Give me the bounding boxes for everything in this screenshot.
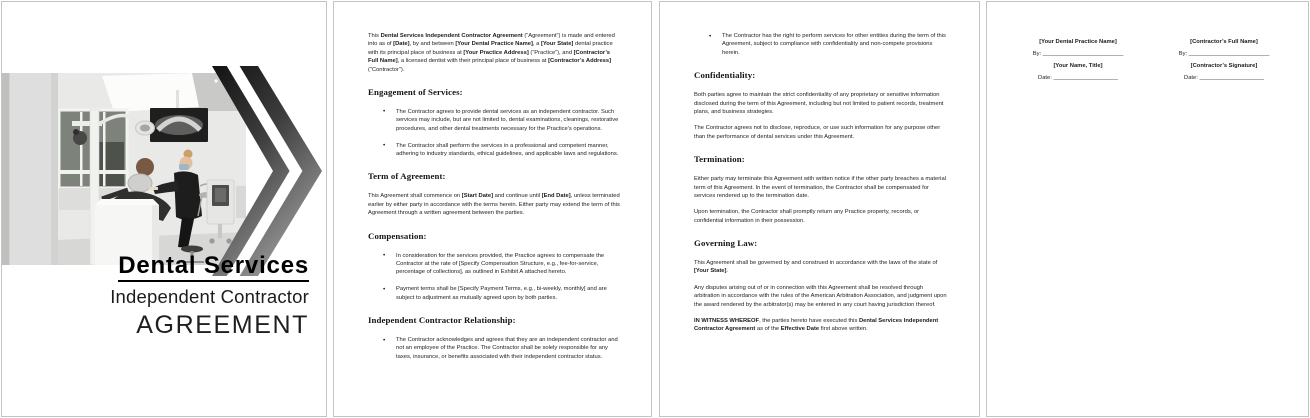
dental-office-photo — [2, 73, 246, 265]
bullet-item: • The Contractor shall perform the services in a professional and competent manner, adhering to industry standards, ethical guidelines, and applicable laws and regulations. — [368, 142, 620, 159]
bullet-item: • The Contractor agrees to provide dental services as an independent contractor. Such services may include, but are not limited to, dental examinations, cleanings, restorative procedures, and other dental treatments necessary for the Practice’s operations. — [368, 108, 620, 133]
practice-name: [Your Dental Practice Name] — [1039, 39, 1117, 45]
contractor-name: [Contractor’s Full Name] — [1190, 39, 1258, 45]
cover-graphic — [2, 2, 326, 416]
page-3-content — [660, 2, 979, 416]
paragraph: This Dental Services Independent Contractor Agreement (“Agreement”) is made and entered into as of [Date], by and between [Your Dental Practice Name], a [Your State] dental practice with its principal place of business at [Your Practice Address] (“Practice”), and [Contractor’s Full Name], a licensed dentist with their principal place of business at [Contractor’s Address] (“Contractor”). — [368, 33, 615, 73]
section-heading: Confidentiality: — [694, 70, 756, 81]
cover-agreement-word: AGREEMENT — [136, 311, 309, 340]
paragraph: Upon termination, the Contractor shall promptly return any Practice property, records, or confidential information in their possession. — [694, 209, 920, 224]
section-heading: Governing Law: — [694, 238, 758, 249]
contractor-by-line: By: _________________________ — [1178, 51, 1270, 57]
bullet-item: • Payment terms shall be [Specify Payment Terms, e.g., bi-weekly, monthly] and are subject to adjustment as mutually agreed upon by both parties. — [368, 285, 620, 302]
cover-page — [1, 1, 327, 417]
paragraph: Any disputes arising out of or in connection with this Agreement shall be resolved through arbitration in accordance with the rules of the American Arbitration Association, and judgment upon the award rendered by the arbitrator(s) may be entered in any court having jurisdiction thereof. — [694, 284, 947, 308]
cover-subtitle: Independent Contractor — [110, 286, 309, 308]
bullet-item: • In consideration for the services provided, the Practice agrees to compensate the Contractor at the rate of [Specify Compensation Structure, e.g., fee-for-service, percentage of collections], as outlined in Exhibit A attached hereto. — [368, 252, 620, 277]
paragraph: Both parties agree to maintain the strict confidentiality of any proprietary or sensitive information disclosed during the term of this Agreement, including but not limited to patient records, treatment plans, and business strategies. — [694, 92, 944, 115]
contractor-signature-label: [Contractor’s Signature] — [1190, 63, 1258, 69]
section-heading: Term of Agreement: — [368, 171, 446, 182]
document-page-3 — [659, 1, 980, 417]
cover-title-block — [110, 253, 309, 340]
paragraph: The Contractor agrees not to disclose, reproduce, or use such information for any purpose other than the performance of dental services under this Agreement. — [694, 125, 941, 140]
section-heading: Termination: — [694, 154, 745, 165]
paragraph: This Agreement shall commence on [Start Date] and continue until [End Date], unless terminated earlier by either party in accordance with the terms herein. Either party may extend the term of this Agreement through a written agreement between the parties. — [368, 193, 620, 217]
bullet-item: • The Contractor has the right to perform services for other entities during the term of this Agreement, subject to compliance with confidentiality and non-compete provisions herein. — [694, 32, 948, 57]
practice-name-title: [Your Name, Title] — [1053, 63, 1103, 69]
signature-page — [986, 1, 1309, 417]
section-heading: Compensation: — [368, 230, 427, 241]
practice-by-line: By: _________________________ — [1032, 51, 1124, 57]
bullet-item: • The Contractor acknowledges and agrees that they are an independent contractor and not an employee of the Practice. The Contractor shall be solely responsible for any taxes, insurance, or benefits associated with their independent contractor status. — [368, 336, 620, 361]
paragraph: IN WITNESS WHEREOF, the parties hereto have executed this Dental Services Independent Contractor Agreement as of the Effective Date first above written. — [694, 318, 939, 333]
contractor-date-line: Date: ____________________ — [1184, 75, 1264, 81]
document-page-2 — [333, 1, 652, 417]
practice-signature-block — [1013, 39, 1143, 87]
page-2-content — [334, 2, 651, 416]
section-heading: Independent Contractor Relationship: — [368, 315, 516, 326]
paragraph: This Agreement shall be governed by and construed in accordance with the laws of the state of [Your State]. — [694, 260, 938, 275]
paragraph: Either party may terminate this Agreement with written notice if the other party breaches a material term of this Agreement. In the event of termination, the Contractor shall be compensated for services rendered up to the termination date. — [694, 176, 946, 199]
cover-title: Dental Services — [118, 253, 309, 282]
section-heading: Engagement of Services: — [368, 86, 463, 97]
practice-date-line: Date: ____________________ — [1038, 75, 1118, 81]
contractor-signature-block — [1159, 39, 1289, 87]
